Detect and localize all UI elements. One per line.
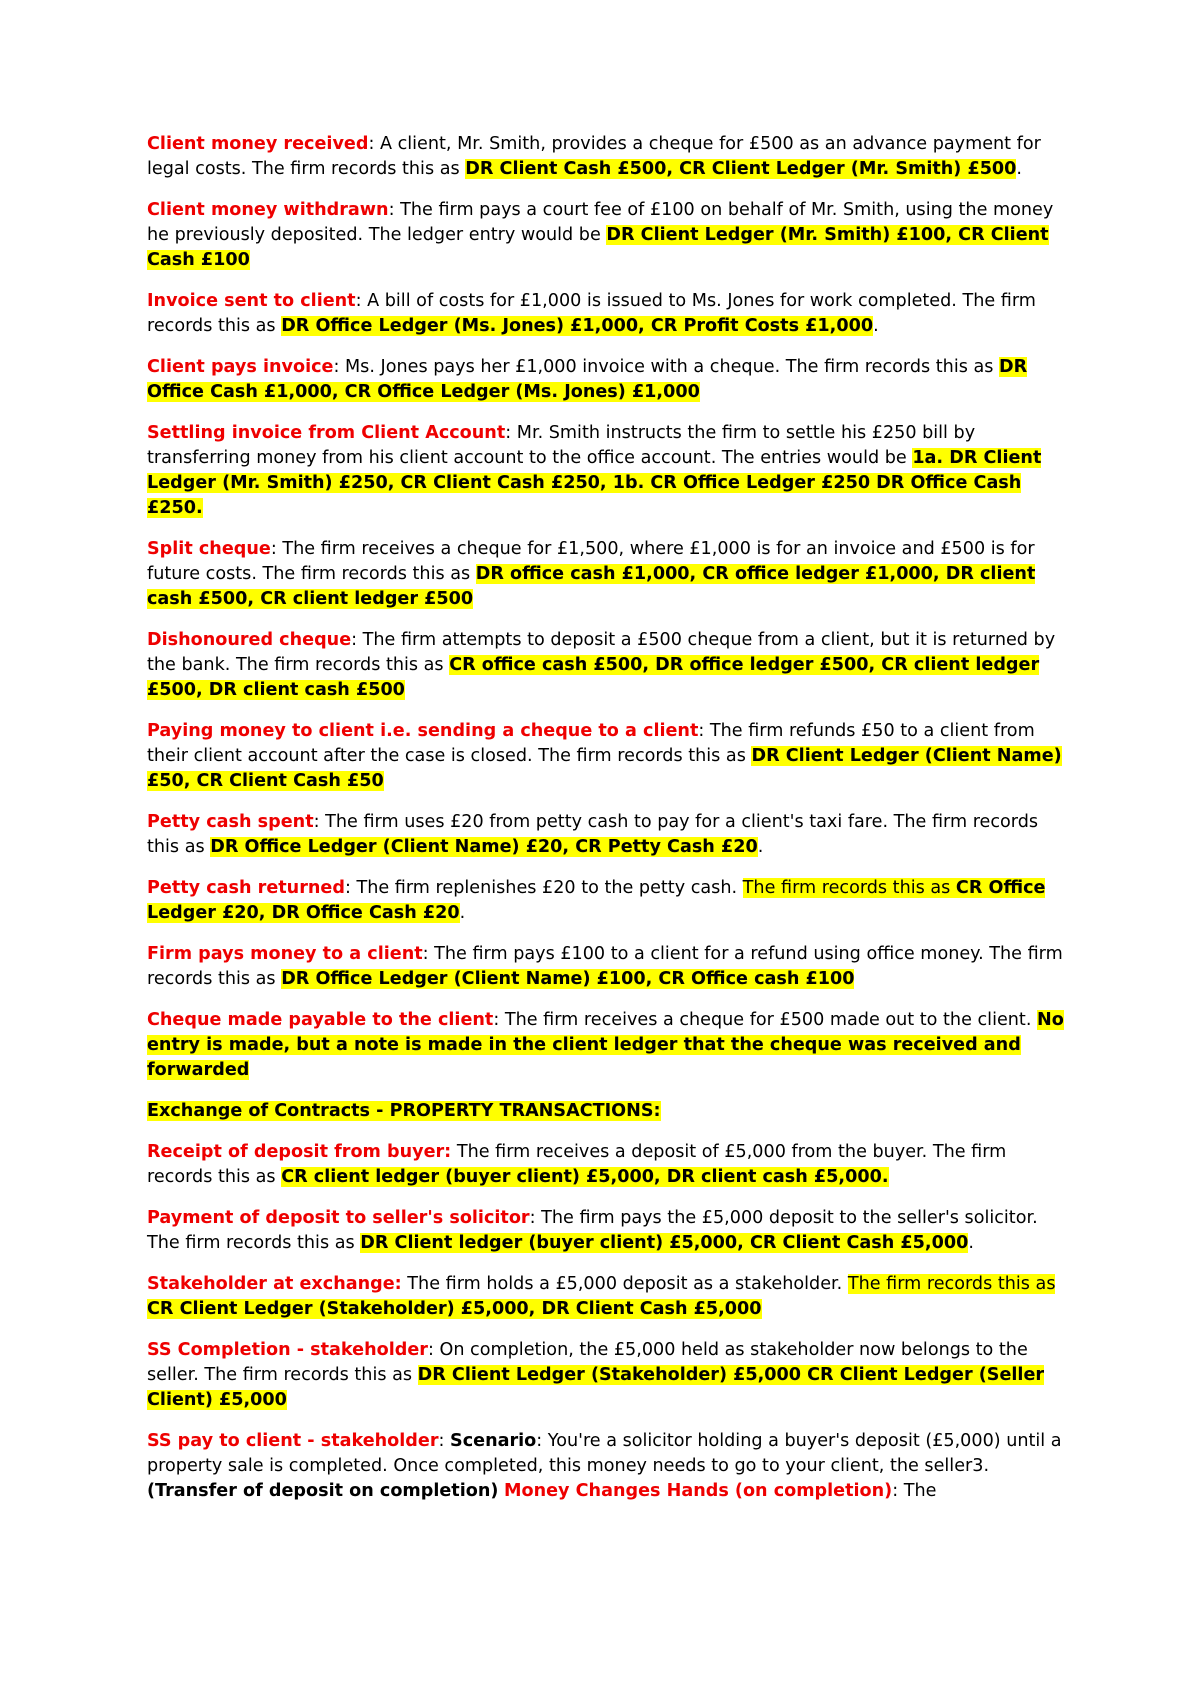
entry-description: The firm replenishes £20 to the petty cash. xyxy=(356,878,743,898)
entry-description: The firm pays the £5,000 deposit to the seller's solicitor. The firm records this as xyxy=(147,1208,1038,1253)
bold-note: (Transfer of deposit on completion) xyxy=(147,1481,499,1501)
paragraph: Settling invoice from Client Account: Mr. Smith instructs the firm to settle his £250 bill by transferring money from his client account to the office account. The entries would be 1a. DR Client Ledger (Mr. Smith) £250, CR Client Cash £250, 1b. CR Office Ledger £250 DR Office Cash £250. xyxy=(147,423,1042,518)
entry-description: : You're a solicitor holding a buyer's deposit (£5,000) until a property sale is completed. Once completed, this money needs to go to your client, the seller3. xyxy=(147,1431,1062,1476)
entry-description: The firm holds a £5,000 deposit as a stakeholder. xyxy=(407,1274,848,1294)
paragraph: Cheque made payable to the client: The firm receives a cheque for £500 made out to the client. No entry is made, but a note is made in the client ledger that the cheque was received and forwarded xyxy=(147,1010,1064,1080)
entry-title: Client money withdrawn xyxy=(147,200,389,220)
entry-description: Mr. Smith instructs the firm to settle his £250 bill by transferring money from his client account to the office account. The entries would be xyxy=(147,423,976,468)
scenario-label: Scenario xyxy=(450,1431,537,1451)
paragraph: Paying money to client i.e. sending a cheque to a client: The firm refunds £50 to a client from their client account after the case is closed. The firm records this as DR Client Ledger (Client Name) £50, CR Client Cash £50 xyxy=(147,721,1062,791)
paragraph: Petty cash spent: The firm uses £20 from petty cash to pay for a client's taxi fare. The firm records this as DR Office Ledger (Client Name) £20, CR Petty Cash £20. xyxy=(147,812,1039,857)
entry-title: Dishonoured cheque xyxy=(147,630,352,650)
paragraph xyxy=(147,1140,1067,1190)
ledger-entry: DR Office Ledger (Ms. Jones) £1,000, CR Profit Costs £1,000 xyxy=(281,316,874,336)
ledger-entry: CR Client Ledger (Stakeholder) £5,000, DR Client Cash £5,000 xyxy=(147,1299,762,1319)
entry-title: Settling invoice from Client Account xyxy=(147,423,506,443)
entry-title: Paying money to client i.e. sending a cheque to a client xyxy=(147,721,699,741)
entry-title: Cheque made payable to the client xyxy=(147,1010,494,1030)
entry-title: Client pays invoice xyxy=(147,357,334,377)
paragraph: Firm pays money to a client: The firm pays £100 to a client for a refund using office money. The firm records this as DR Office Ledger (Client Name) £100, CR Office cash £100 xyxy=(147,944,1063,989)
entry-title: Client money received xyxy=(147,134,369,154)
entry-title: Stakeholder at exchange: xyxy=(147,1274,402,1294)
paragraph: Split cheque: The firm receives a cheque for £1,500, where £1,000 is for an invoice and £500 is for future costs. The firm records this as DR office cash £1,000, CR office ledger £1,000, DR client cash £500, CR client ledger £500 xyxy=(147,539,1036,609)
ledger-entry: DR Client ledger (buyer client) £5,000, CR Client Cash £5,000 xyxy=(360,1233,969,1253)
entry-description: The firm pays £100 to a client for a refund using office money. The firm records this as xyxy=(147,944,1063,989)
ledger-entry: 1a. DR Client Ledger (Mr. Smith) £250, CR Client Cash £250, 1b. CR Office Ledger £250 DR Office Cash £250. xyxy=(147,448,1042,518)
ledger-entry-lead: The firm records this as xyxy=(742,878,956,898)
entry-description: On completion, the £5,000 held as stakeholder now belongs to the seller. The firm records this as xyxy=(147,1340,1028,1385)
entry-title: Receipt of deposit from buyer: xyxy=(147,1142,452,1162)
paragraph: Client money withdrawn: The firm pays a court fee of £100 on behalf of Mr. Smith, using the money he previously deposited. The ledger entry would be DR Client Ledger (Mr. Smith) £100, CR Client Cash £100 xyxy=(147,200,1054,270)
section-heading-text: Exchange of Contracts - PROPERTY TRANSACTIONS: xyxy=(147,1101,661,1121)
ledger-entry: DR Office Ledger (Client Name) £100, CR Office cash £100 xyxy=(281,969,855,989)
ledger-entry: DR Client Cash £500, CR Client Ledger (Mr. Smith) £500 xyxy=(465,159,1017,179)
entry-description: The firm refunds £50 to a client from their client account after the case is closed. The firm records this as xyxy=(147,721,1035,766)
section-heading xyxy=(147,1099,1067,1124)
paragraph: Payment of deposit to seller's solicitor: The firm pays the £5,000 deposit to the seller's solicitor. The firm records this as DR Client ledger (buyer client) £5,000, CR Client Cash £5,000. xyxy=(147,1208,1038,1253)
entry-title: Petty cash returned xyxy=(147,878,345,898)
entry-title: Petty cash spent xyxy=(147,812,314,832)
entry-title: Split cheque xyxy=(147,539,271,559)
paragraph: Invoice sent to client: A bill of costs for £1,000 is issued to Ms. Jones for work completed. The firm records this as DR Office Ledger (Ms. Jones) £1,000, CR Profit Costs £1,000. xyxy=(147,291,1036,336)
entry-title: SS pay to client - stakeholder xyxy=(147,1431,439,1451)
entry-description: The firm receives a cheque for £500 made out to the client. xyxy=(504,1010,1038,1030)
paragraph: SS pay to client - stakeholder: Scenario: You're a solicitor holding a buyer's deposit (£5,000) until a property sale is completed. Once completed, this money needs to go to your client, the seller3. (Transfer of deposit on completion) Money Changes Hands (on completion): The xyxy=(147,1431,1062,1501)
entry-title: Invoice sent to client xyxy=(147,291,356,311)
paragraph: Client pays invoice: Ms. Jones pays her £1,000 invoice with a cheque. The firm records this as DR Office Cash £1,000, CR Office Ledger (Ms. Jones) £1,000 xyxy=(147,357,1028,402)
ledger-entry: DR Client Ledger (Stakeholder) £5,000 CR Client Ledger (Seller Client) £5,000 xyxy=(147,1365,1045,1410)
entry-description: The firm uses £20 from petty cash to pay for a client's taxi fare. The firm records this as xyxy=(147,812,1039,857)
ledger-entry-lead: The firm records this as xyxy=(847,1274,1056,1294)
ledger-entry: CR client ledger (buyer client) £5,000, DR client cash £5,000. xyxy=(281,1167,889,1187)
paragraph: Client money received: A client, Mr. Smith, provides a cheque for £500 as an advance payment for legal costs. The firm records this as DR Client Cash £500, CR Client Ledger (Mr. Smith) £500. xyxy=(147,134,1041,179)
entry-description: The firm attempts to deposit a £500 cheque from a client, but it is returned by the bank. The firm records this as xyxy=(147,630,1056,675)
entry-title: SS Completion - stakeholder xyxy=(147,1340,428,1360)
ledger-entry: DR office cash £1,000, CR office ledger £1,000, DR client cash £500, CR client ledger £500 xyxy=(147,564,1036,609)
entry-title-secondary: Money Changes Hands (on completion) xyxy=(504,1481,893,1501)
entry-title: Firm pays money to a client xyxy=(147,944,423,964)
ledger-entry: DR Office Cash £1,000, CR Office Ledger (Ms. Jones) £1,000 xyxy=(147,357,1028,402)
entry-description: A bill of costs for £1,000 is issued to Ms. Jones for work completed. The firm records this as xyxy=(147,291,1036,336)
entry-title: Payment of deposit to seller's solicitor xyxy=(147,1208,530,1228)
document-page xyxy=(147,132,1067,1520)
entry-description: Ms. Jones pays her £1,000 invoice with a cheque. The firm records this as xyxy=(345,357,1000,377)
paragraph: Petty cash returned: The firm replenishes £20 to the petty cash. The firm records this as CR Office Ledger £20, DR Office Cash £20. xyxy=(147,878,1046,923)
ledger-entry: DR Client Ledger (Mr. Smith) £100, CR Client Cash £100 xyxy=(147,225,1049,270)
paragraph: SS Completion - stakeholder: On completion, the £5,000 held as stakeholder now belongs to the seller. The firm records this as DR Client Ledger (Stakeholder) £5,000 CR Client Ledger (Seller Client) £5,000 xyxy=(147,1340,1045,1410)
entry-description: A client, Mr. Smith, provides a cheque for £500 as an advance payment for legal costs. The firm records this as xyxy=(147,134,1041,179)
entry-description: The firm pays a court fee of £100 on behalf of Mr. Smith, using the money he previously deposited. The ledger entry would be xyxy=(147,200,1054,245)
ledger-entry: DR Client Ledger (Client Name) £50, CR Client Cash £50 xyxy=(147,746,1062,791)
entry-description: The firm receives a deposit of £5,000 from the buyer. The firm records this as xyxy=(147,1142,1007,1187)
ledger-entry: No entry is made, but a note is made in the client ledger that the cheque was received and forwarded xyxy=(147,1010,1064,1080)
ledger-entry: CR office cash £500, DR office ledger £500, CR client ledger £500, DR client cash £500 xyxy=(147,655,1040,700)
paragraph: Dishonoured cheque: The firm attempts to deposit a £500 cheque from a client, but it is returned by the bank. The firm records this as CR office cash £500, DR office ledger £500, CR client ledger £500, DR client cash £500 xyxy=(147,630,1056,700)
ledger-entry: DR Office Ledger (Client Name) £20, CR Petty Cash £20 xyxy=(210,837,758,857)
ledger-entry: CR Office Ledger £20, DR Office Cash £20 xyxy=(147,878,1046,923)
entry-description: The firm receives a cheque for £1,500, where £1,000 is for an invoice and £500 is for future costs. The firm records this as xyxy=(147,539,1035,584)
paragraph xyxy=(147,1272,1067,1322)
